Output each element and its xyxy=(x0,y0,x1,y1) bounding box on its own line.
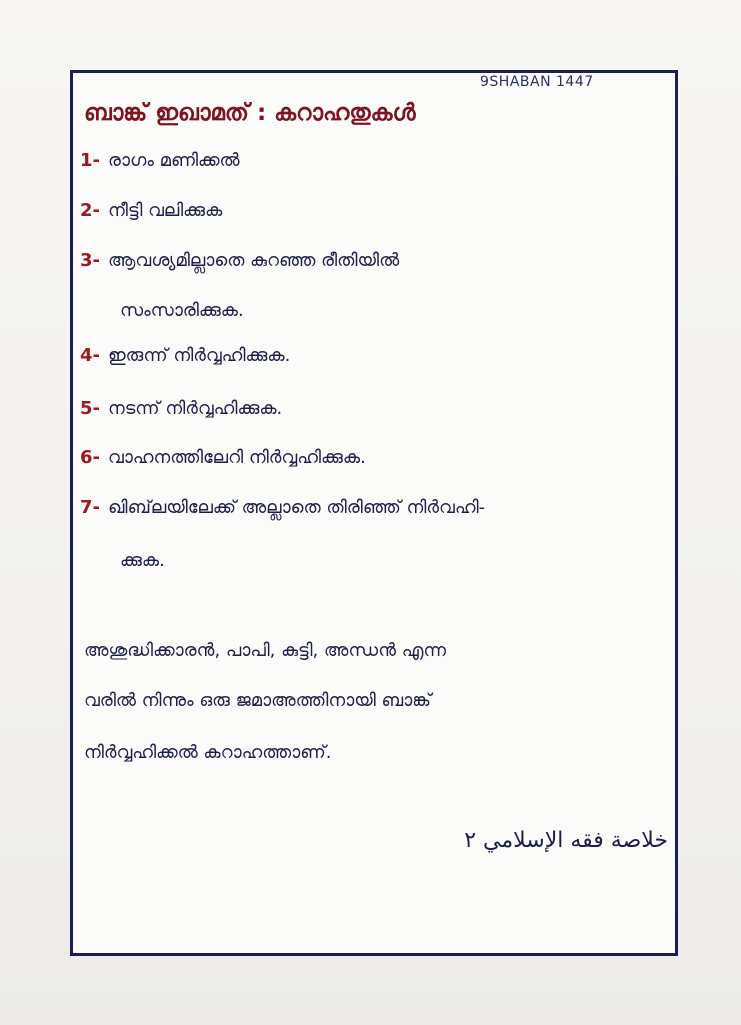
list-item xyxy=(80,250,399,271)
note-line: വരിൽ നിന്നും ഒരു ജമാഅത്തിനായി ബാങ്ക് xyxy=(84,690,432,711)
list-item xyxy=(80,447,366,468)
note-line: അശുദ്ധിക്കാരൻ, പാപി, കുട്ടി, അന്ധൻ എന്ന xyxy=(84,640,447,661)
item-number: 4- xyxy=(80,345,100,366)
item-number: 3- xyxy=(80,250,100,271)
list-item xyxy=(80,345,290,366)
list-item xyxy=(80,150,240,171)
item-number: 2- xyxy=(80,200,100,221)
item-number: 5- xyxy=(80,398,100,419)
item-number: 1- xyxy=(80,150,100,171)
item-text: വാഹനത്തിലേറി നിർവ്വഹിക്കുക. xyxy=(108,447,366,468)
list-item xyxy=(80,497,485,518)
item-text: ആവശ്യമില്ലാതെ കുറഞ്ഞ രീതിയിൽ xyxy=(108,250,400,271)
item-text: രാഗം മണിക്കൽ xyxy=(108,150,240,171)
item-text-continued: സംസാരിക്കുക. xyxy=(120,300,244,321)
source-citation: خلاصة فقه الإسلامي ٢ xyxy=(464,828,668,853)
page-title: ബാങ്ക് ഇഖാമത് : കറാഹതുകൾ xyxy=(84,100,416,126)
item-text-continued: ക്കുക. xyxy=(120,550,165,571)
item-text: ഖിബ്‌ലയിലേക്ക് അല്ലാതെ തിരിഞ്ഞ് നിർവഹി- xyxy=(108,497,486,518)
note-line: നിർവ്വഹിക്കൽ കറാഹത്താണ്. xyxy=(84,742,332,763)
item-text: ഇരുന്ന് നിർവ്വഹിക്കുക. xyxy=(108,345,291,366)
item-number: 7- xyxy=(80,497,100,518)
list-item xyxy=(80,200,222,221)
list-item xyxy=(80,398,282,419)
date-label: 9SHABAN 1447 xyxy=(480,74,594,90)
item-number: 6- xyxy=(80,447,100,468)
item-text: നീട്ടി വലിക്കുക xyxy=(108,200,223,221)
item-text: നടന്ന് നിർവ്വഹിക്കുക. xyxy=(108,398,283,419)
